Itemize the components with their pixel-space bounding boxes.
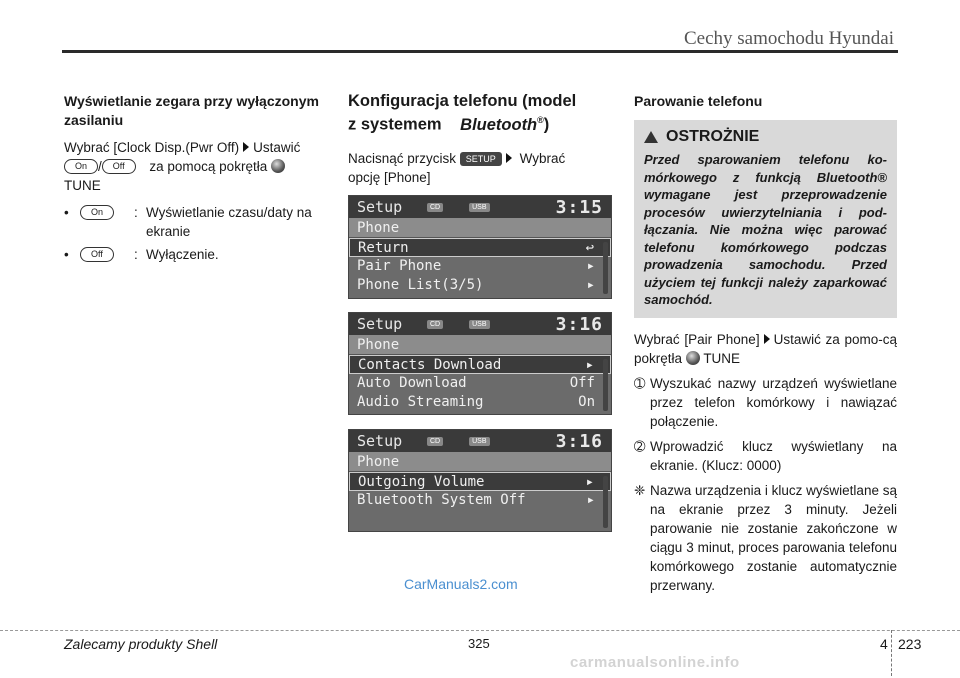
- caution-box: [634, 120, 897, 318]
- menu-item-return[interactable]: Return ↩: [349, 238, 611, 257]
- section-heading-clock: Wyświetlanie zegara przy wyłączonym zasilaniu: [64, 93, 319, 128]
- screen-subtitle: Phone: [349, 218, 611, 238]
- footer-section-number: 4: [880, 636, 888, 652]
- clock-instruction-text: Wybrać [Clock Disp.(Pwr Off): [64, 140, 240, 155]
- section-heading-pairing: Parowanie telefonu: [634, 93, 763, 109]
- step-number: ➀: [634, 376, 646, 391]
- pairing-steps: [634, 330, 897, 595]
- footer-rule: [0, 630, 960, 631]
- caution-title: [644, 128, 887, 146]
- screen-clock: 3:15: [555, 196, 603, 218]
- step-text: Wprowadzić klucz wyświetlany na ekranie. (Klucz: 0000): [650, 439, 897, 473]
- lcd-screen-1: [348, 195, 612, 299]
- menu-item-contacts-download[interactable]: Contacts Download ▸: [349, 355, 611, 374]
- pairing-instruction-text: Wybrać [Pair Phone]: [634, 332, 760, 347]
- heading-registered-mark: ®: [537, 115, 544, 125]
- on-button-icon: On: [64, 159, 98, 174]
- list-item: [634, 374, 897, 431]
- chevron-right-icon: ▸: [585, 474, 594, 490]
- cd-badge: CD: [427, 320, 443, 329]
- tune-knob-icon: [686, 351, 700, 365]
- footer-divider: [891, 630, 892, 676]
- heading-bluetooth: Bluetooth: [460, 115, 538, 134]
- heading-line-1: Konfiguracja telefonu (model: [348, 92, 577, 110]
- menu-item-bluetooth-off[interactable]: Bluetooth System Off ▸: [357, 492, 595, 508]
- running-header-title: Cechy samochodu Hyundai: [683, 28, 894, 49]
- arrow-right-icon: [764, 334, 770, 344]
- chevron-right-icon: ▸: [586, 492, 595, 508]
- cd-badge: CD: [427, 437, 443, 446]
- screen-title: Setup: [357, 432, 403, 450]
- setting-value: Off: [569, 375, 595, 391]
- screen-clock: 3:16: [555, 313, 603, 335]
- option-description: Wyłączenie.: [146, 247, 219, 262]
- setup-instruction-option: opcję [Phone]: [348, 169, 431, 185]
- usb-badge: USB: [469, 203, 489, 212]
- screen-topbar: [349, 313, 611, 335]
- menu-item-outgoing-volume[interactable]: Outgoing Volume ▸: [349, 472, 611, 491]
- heading-close: ): [543, 115, 550, 134]
- setup-instruction: [348, 149, 612, 187]
- tune-knob-icon: [271, 159, 285, 173]
- chevron-right-icon: ▸: [586, 277, 595, 293]
- setup-button-icon: SETUP: [460, 152, 502, 166]
- usb-badge: USB: [469, 437, 489, 446]
- column-pairing: [634, 92, 897, 111]
- bullet-icon: •: [64, 205, 69, 220]
- menu-item-audio-streaming[interactable]: Audio Streaming On: [357, 394, 595, 410]
- lcd-screen-2: [348, 312, 612, 415]
- note-icon: ❈: [634, 483, 646, 498]
- screen-topbar: [349, 430, 611, 452]
- usb-badge: USB: [469, 320, 489, 329]
- section-heading-phone-setup: [348, 92, 612, 135]
- screen-clock: 3:16: [555, 430, 603, 452]
- lcd-screen-3: [348, 429, 612, 532]
- arrow-right-icon: [243, 142, 249, 152]
- footer-watermark[interactable]: carmanualsonline.info: [570, 654, 740, 671]
- header-rule: [62, 50, 898, 53]
- screen-title: Setup: [357, 315, 403, 333]
- note-text: Nazwa urządzenia i klucz wyświetlane są na ekranie przez 3 minuty. Jeżeli parowanie nie zostanie zakończone w ciągu 3 minut, proces parowania telefonu komórkowego zostanie automatycznie przerwany.: [650, 483, 897, 593]
- clock-instruction-set: Ustawić: [253, 140, 301, 155]
- menu-item-phone-list[interactable]: Phone List(3/5) ▸: [357, 277, 595, 293]
- setting-value: On: [578, 394, 595, 410]
- cd-badge: CD: [427, 203, 443, 212]
- step-number: ➁: [634, 439, 646, 454]
- list-item: [634, 481, 897, 595]
- footer-page-number: 325: [468, 636, 490, 651]
- list-item: [634, 437, 897, 475]
- clock-options-list: [64, 203, 326, 264]
- scrollbar[interactable]: [603, 359, 608, 411]
- on-button-icon: On: [80, 205, 114, 220]
- return-icon: ↩: [585, 240, 594, 256]
- caution-title-text: OSTROŻNIE: [666, 128, 760, 145]
- footer-slogan: Zalecamy produkty Shell: [64, 636, 218, 652]
- pairing-instruction: [634, 330, 897, 368]
- heading-line-2: z systemem: [348, 115, 442, 134]
- scrollbar[interactable]: [603, 242, 608, 294]
- menu-item-auto-download[interactable]: Auto Download Off: [357, 375, 595, 391]
- off-button-icon: Off: [80, 247, 114, 262]
- bullet-icon: •: [64, 247, 69, 262]
- menu-item-pair-phone[interactable]: Pair Phone ▸: [357, 258, 595, 274]
- list-item: • On : Wyświetlanie czasu/daty na ekranie: [64, 203, 326, 241]
- list-item: • Off : Wyłączenie.: [64, 245, 326, 264]
- setup-instruction-select: Wybrać: [519, 150, 566, 166]
- scrollbar[interactable]: [603, 476, 608, 528]
- pairing-instruction-knob: Ustawić za pomo-cą pokrętła: [634, 332, 898, 366]
- caution-text: Przed sparowaniem telefonu komórkowego z funkcją Bluetooth® wymagane jest przeprowadzenie procesów uwierzytelniania i podłączania. Nie można więc parować telefonu komórkowego podczas prowadzenia samochodu. Przed użyciem tej funkcji należy zaparkować samochód.: [644, 152, 887, 307]
- clock-instruction-tune: TUNE: [64, 178, 101, 193]
- off-button-icon: Off: [102, 159, 136, 174]
- column-clock-display: [64, 92, 326, 264]
- pairing-instruction-tune: TUNE: [703, 351, 741, 366]
- column-phone-setup: [348, 92, 612, 187]
- arrow-right-icon: [506, 153, 512, 163]
- screen-subtitle: Phone: [349, 335, 611, 355]
- clock-instruction-knob-text: za pomocą pokrętła: [149, 159, 268, 174]
- step-text: Wyszukać nazwy urządzeń wyświetlane przez telefon komórkowy i nawiązać połączenie.: [650, 376, 897, 429]
- chevron-right-icon: ▸: [585, 357, 594, 373]
- screen-subtitle: Phone: [349, 452, 611, 472]
- clock-instruction: Wybrać [Clock Disp.(Pwr Off) Ustawić On / Off za pomocą pokrętła TUNE: [64, 140, 301, 193]
- warning-icon: [644, 131, 658, 143]
- chevron-right-icon: ▸: [586, 258, 595, 274]
- screen-title: Setup: [357, 198, 403, 216]
- screen-topbar: [349, 196, 611, 218]
- watermark-link[interactable]: CarManuals2.com: [404, 576, 518, 592]
- option-description: Wyświetlanie czasu/daty na ekranie: [146, 205, 312, 239]
- footer-section-page: 223: [898, 636, 922, 652]
- setup-instruction-text: Nacisnąć przycisk: [348, 150, 457, 166]
